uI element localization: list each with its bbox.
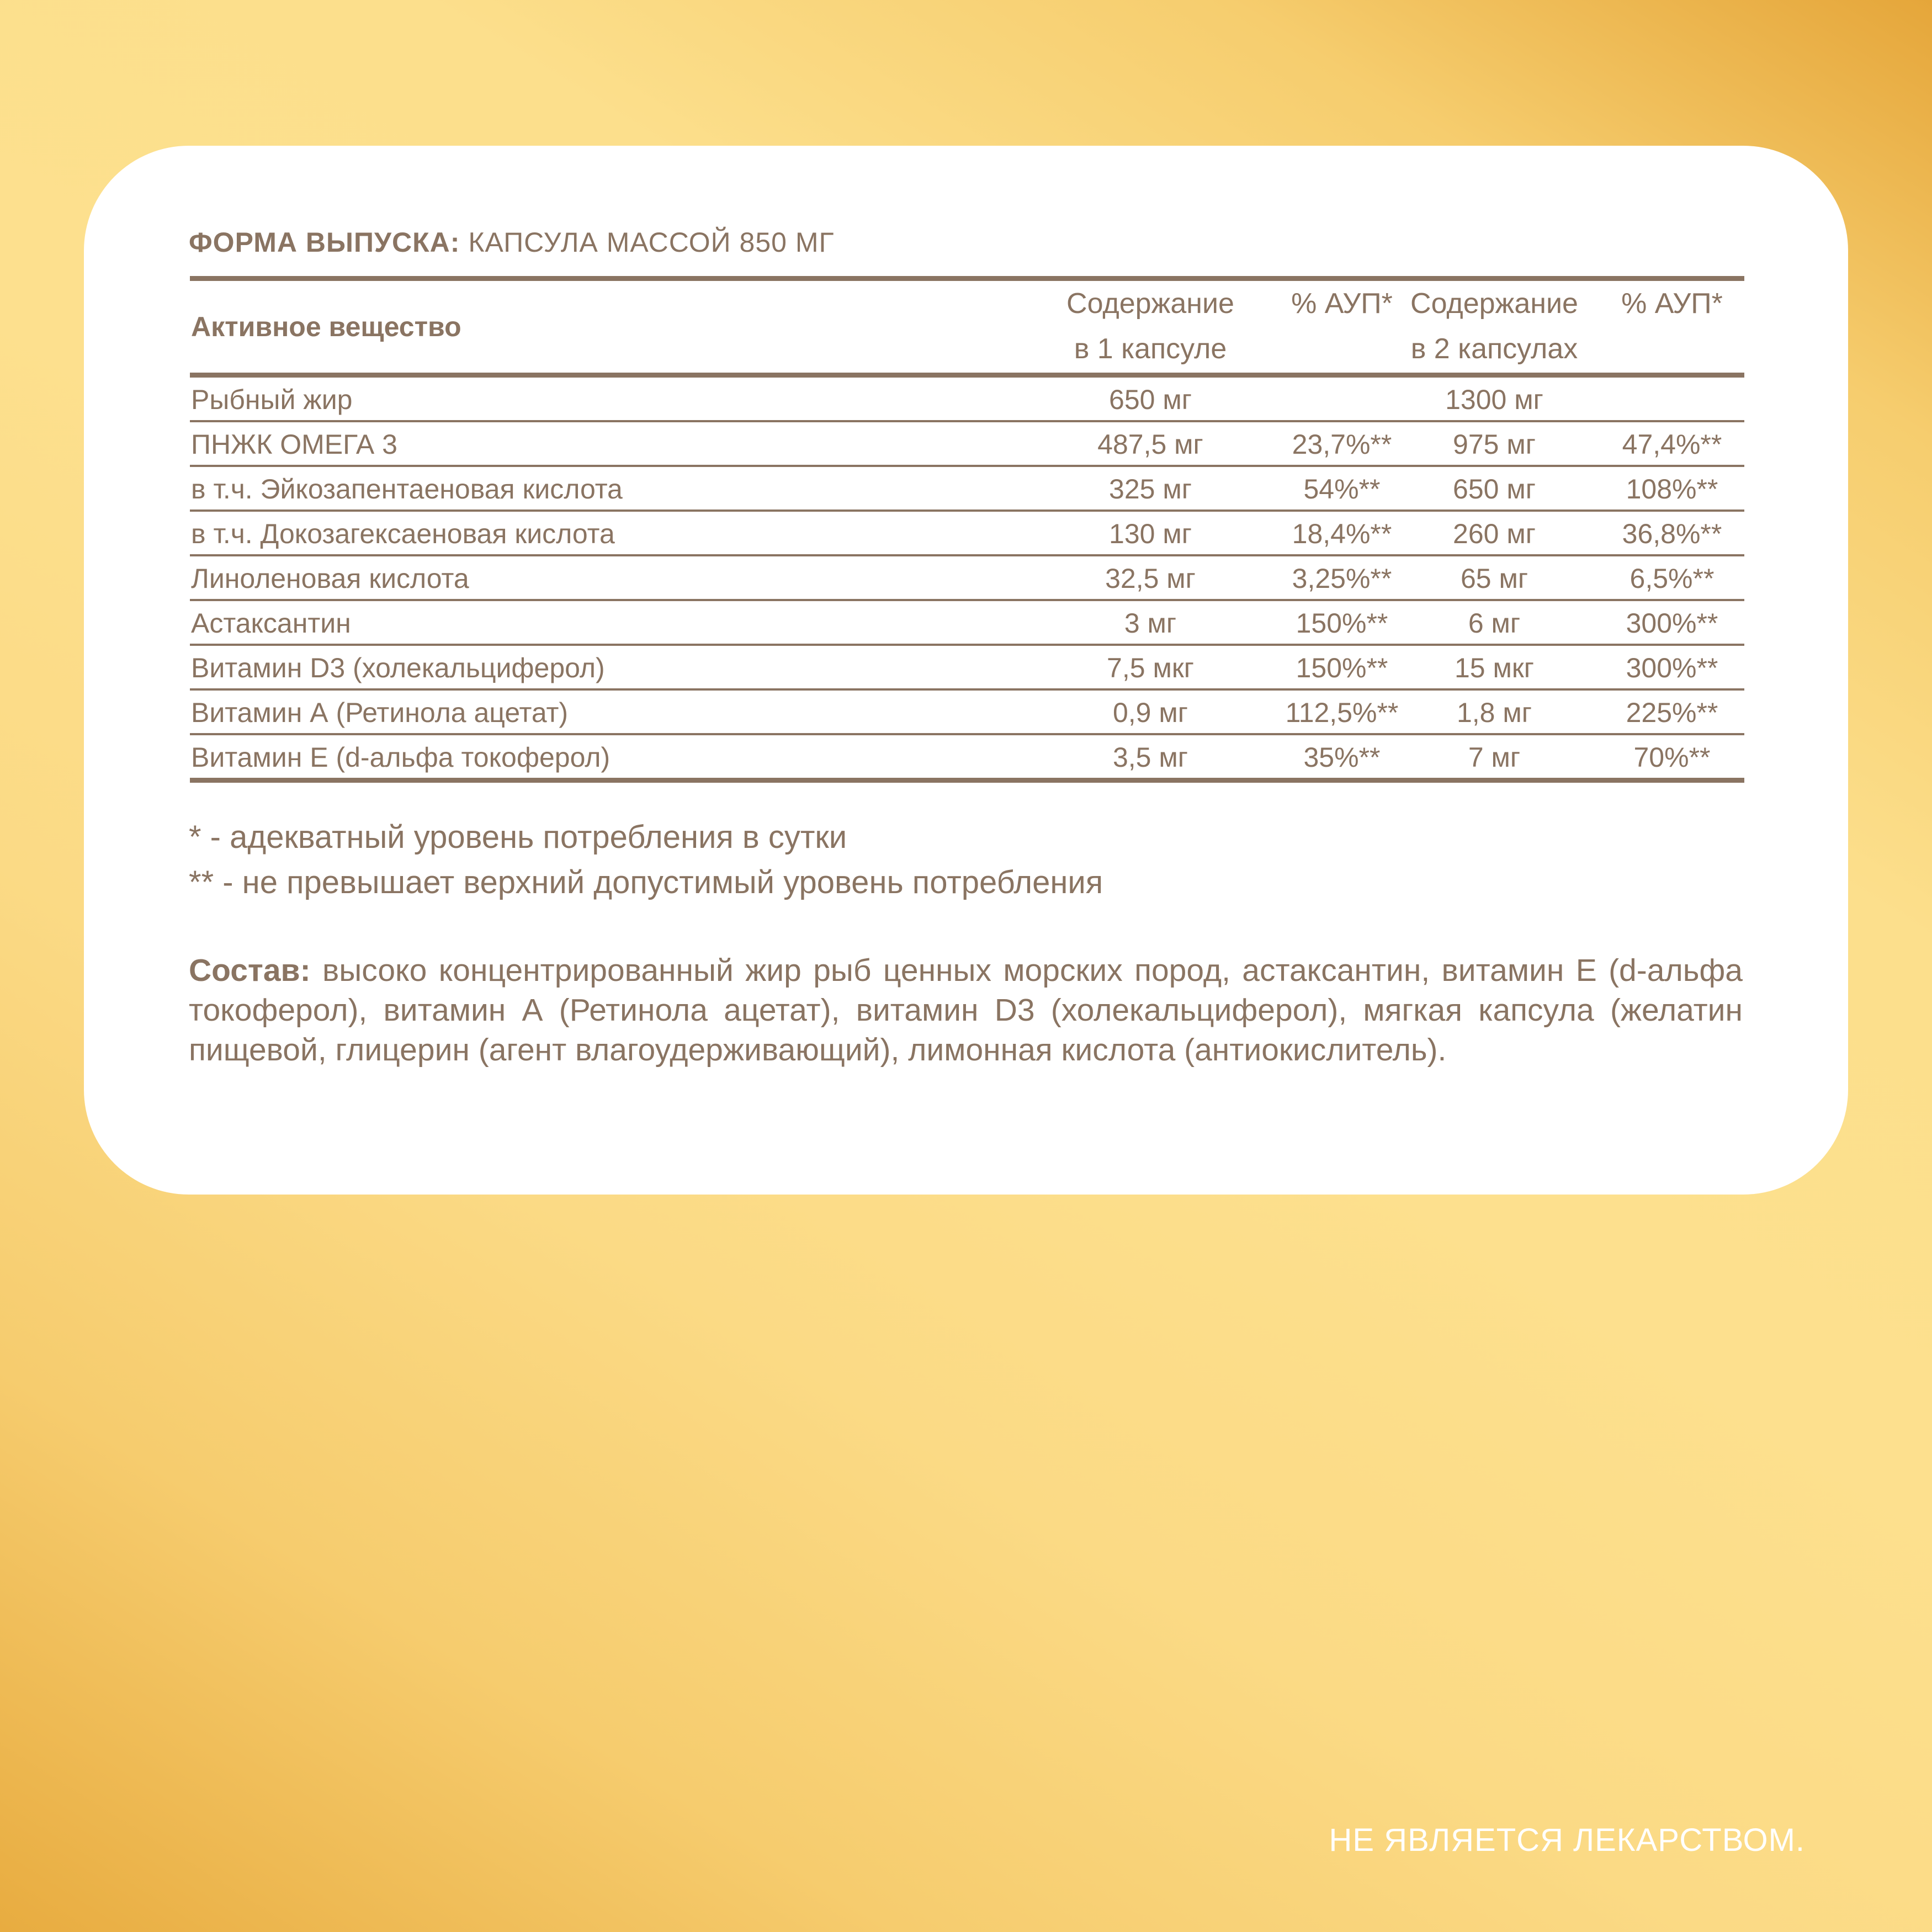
header-aup-1: % АУП* [1291,288,1393,320]
table-row [190,512,1744,554]
table-row [190,646,1744,688]
header-content-1-line2: в 1 капсуле [1074,333,1227,365]
release-form-value: КАПСУЛА МАССОЙ 850 МГ [468,227,835,258]
row-substance: ПНЖК ОМЕГА 3 [191,429,397,460]
row-content-2: 975 мг [1453,429,1536,460]
header-aup-2: % АУП* [1621,288,1723,320]
table-top-rule [190,276,1744,281]
row-content-2: 6 мг [1468,608,1521,639]
release-form [189,226,835,259]
header-bottom-rule [190,373,1744,378]
release-form-label: ФОРМА ВЫПУСКА: [189,227,460,258]
row-aup-2: 47,4%** [1622,429,1722,460]
row-substance: Астаксантин [191,608,351,639]
row-content-1: 0,9 мг [1112,697,1188,728]
row-aup-1: 54%** [1303,474,1381,505]
row-content-1: 325 мг [1109,474,1192,505]
row-substance: Рыбный жир [191,384,353,415]
table-row [190,422,1744,465]
row-substance: в т.ч. Докозагексаеновая кислота [191,518,615,549]
row-aup-2: 225%** [1626,697,1718,728]
composition-paragraph [189,951,1743,1070]
header-content-1-capsule [1054,281,1247,373]
row-aup-2: 108%** [1626,474,1718,505]
row-aup-2: 6,5%** [1630,563,1715,594]
row-content-1: 650 мг [1109,384,1192,415]
info-card [84,146,1848,1195]
row-content-2: 65 мг [1460,563,1528,594]
row-substance: в т.ч. Эйкозапентаеновая кислота [191,474,623,505]
table-row [190,735,1744,778]
row-aup-2: 300%** [1626,652,1718,683]
row-content-1: 3,5 мг [1112,742,1188,773]
row-substance: Витамин D3 (холекальциферол) [191,652,605,683]
row-content-1: 7,5 мкг [1107,652,1194,683]
row-substance: Линоленовая кислота [191,563,469,594]
row-aup-1: 150%** [1296,608,1388,639]
table-bottom-rule [190,778,1744,783]
header-content-2-line2: в 2 капсулах [1410,333,1578,365]
row-substance: Витамин А (Ретинола ацетат) [191,697,569,728]
footnotes [189,815,1103,905]
composition-table [190,276,1744,783]
table-row [190,378,1744,420]
table-row [190,467,1744,509]
row-aup-2: 36,8%** [1622,518,1722,549]
composition-text: высоко концентрированный жир рыб ценных морских пород, астаксантин, витамин Е (d-альфа токоферол), витамин А (Ретинола ацетат), витамин D3 (холекальциферол), мягкая капсула (желатин пищевой, глицерин (агент влагоудерживающий), лимонная кислота (антиокислитель). [189,953,1743,1068]
row-content-2: 15 мкг [1455,652,1534,683]
footnote-2: ** - не превышает верхний допустимый уровень потребления [189,864,1103,900]
row-substance: Витамин Е (d-альфа токоферол) [191,742,611,773]
header-content-2-capsules [1398,281,1591,373]
table-row [190,691,1744,733]
composition-label: Состав: [189,953,311,988]
row-content-1: 130 мг [1109,518,1192,549]
row-aup-1: 150%** [1296,652,1388,683]
header-substance: Активное вещество [191,311,461,342]
table-header [190,281,1744,373]
row-content-1: 32,5 мг [1105,563,1196,594]
row-content-2: 260 мг [1453,518,1536,549]
row-content-2: 1,8 мг [1456,697,1532,728]
footnote-1: * - адекватный уровень потребления в сутки [189,819,847,855]
header-content-1-line1: Содержание [1066,288,1234,320]
row-content-1: 487,5 мг [1097,429,1203,460]
row-aup-1: 18,4%** [1292,518,1392,549]
not-a-medicine-disclaimer: НЕ ЯВЛЯЕТСЯ ЛЕКАРСТВОМ. [1329,1822,1805,1858]
table-row [190,601,1744,644]
row-content-2: 1300 мг [1445,384,1543,415]
row-content-1: 3 мг [1124,608,1177,639]
row-aup-1: 112,5%** [1285,697,1399,728]
row-aup-1: 35%** [1303,742,1381,773]
row-aup-2: 300%** [1626,608,1718,639]
row-aup-2: 70%** [1633,742,1711,773]
row-content-2: 650 мг [1453,474,1536,505]
row-content-2: 7 мг [1468,742,1521,773]
header-content-2-line1: Содержание [1410,288,1578,320]
row-aup-1: 23,7%** [1292,429,1392,460]
row-aup-1: 3,25%** [1292,563,1392,594]
table-row [190,556,1744,599]
